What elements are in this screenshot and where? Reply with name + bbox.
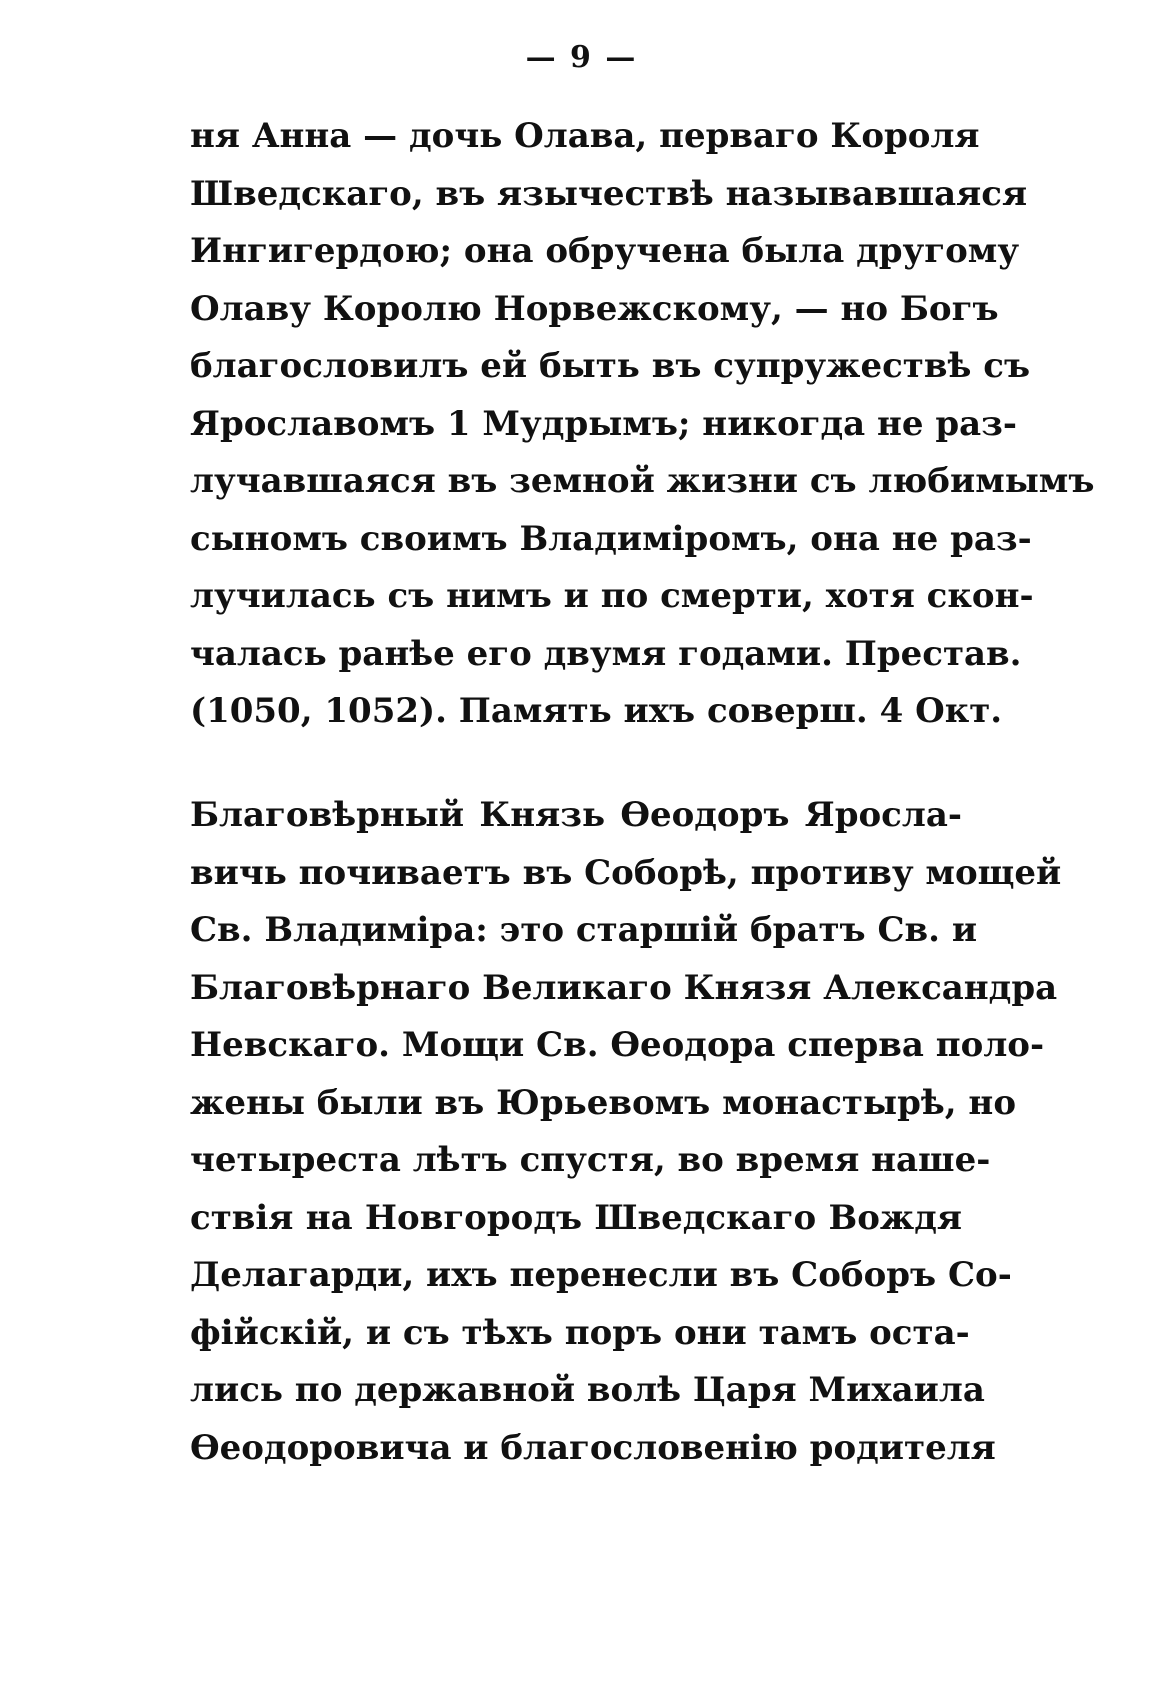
text-line: лучилась съ нимъ и по смерти, хотя скон- — [190, 576, 1034, 616]
text-line: четыреста лѣтъ спустя, во время наше- — [190, 1140, 991, 1180]
page-number: — 9 — — [525, 40, 638, 75]
text-line: Благовѣрнаго Великаго Князя Александра — [190, 967, 1058, 1008]
text-line: сыномъ своимъ Владиміромъ, она не раз- — [190, 518, 1032, 559]
text-line: Шведскаго, въ язычествѣ называвшаяся — [190, 173, 1028, 214]
text-line: фійскій, и съ тѣхъ поръ они тамъ оста- — [190, 1312, 970, 1353]
text-line: Олаву Королю Норвежскому, — но Богъ — [190, 288, 999, 329]
text-line: жены были въ Юрьевомъ монастырѣ, но — [190, 1082, 1016, 1123]
text-line: ня Анна — дочь Олава, перваго Короля — [190, 116, 980, 156]
text-line: Ингигердою; она обручена была другому — [190, 231, 1020, 271]
paragraph-feodor — [190, 787, 1062, 1477]
text-line: (1050, 1052). Память ихъ соверш. 4 Окт. — [190, 691, 1003, 731]
text-line: Делагарди, ихъ перенесли въ Соборъ Со- — [190, 1255, 1012, 1295]
text-line: Благовѣрный Князь Ѳеодоръ Яросла- — [190, 795, 962, 835]
paragraph-anna — [190, 108, 1095, 741]
text-line: лучавшаяся въ земной жизни съ любимымъ — [190, 461, 1095, 501]
text-line: Невскаго. Мощи Св. Ѳеодора сперва поло- — [190, 1025, 1045, 1065]
text-line: Св. Владиміра: это старшій братъ Св. и — [190, 910, 978, 950]
text-line: ствія на Новгородъ Шведскаго Вождя — [190, 1197, 962, 1238]
text-line: лись по державной волѣ Царя Михаила — [190, 1370, 985, 1410]
text-line: благословилъ ей быть въ супружествѣ съ — [190, 346, 1031, 386]
text-line: Ѳеодоровича и благословенію родителя — [190, 1427, 996, 1468]
text-line: Ярославомъ 1 Мудрымъ; никогда не раз- — [190, 403, 1017, 444]
text-line: вичь почиваетъ въ Соборѣ, противу мощей — [190, 852, 1062, 893]
text-line: чалась ранѣе его двумя годами. Престав. — [190, 633, 1022, 674]
